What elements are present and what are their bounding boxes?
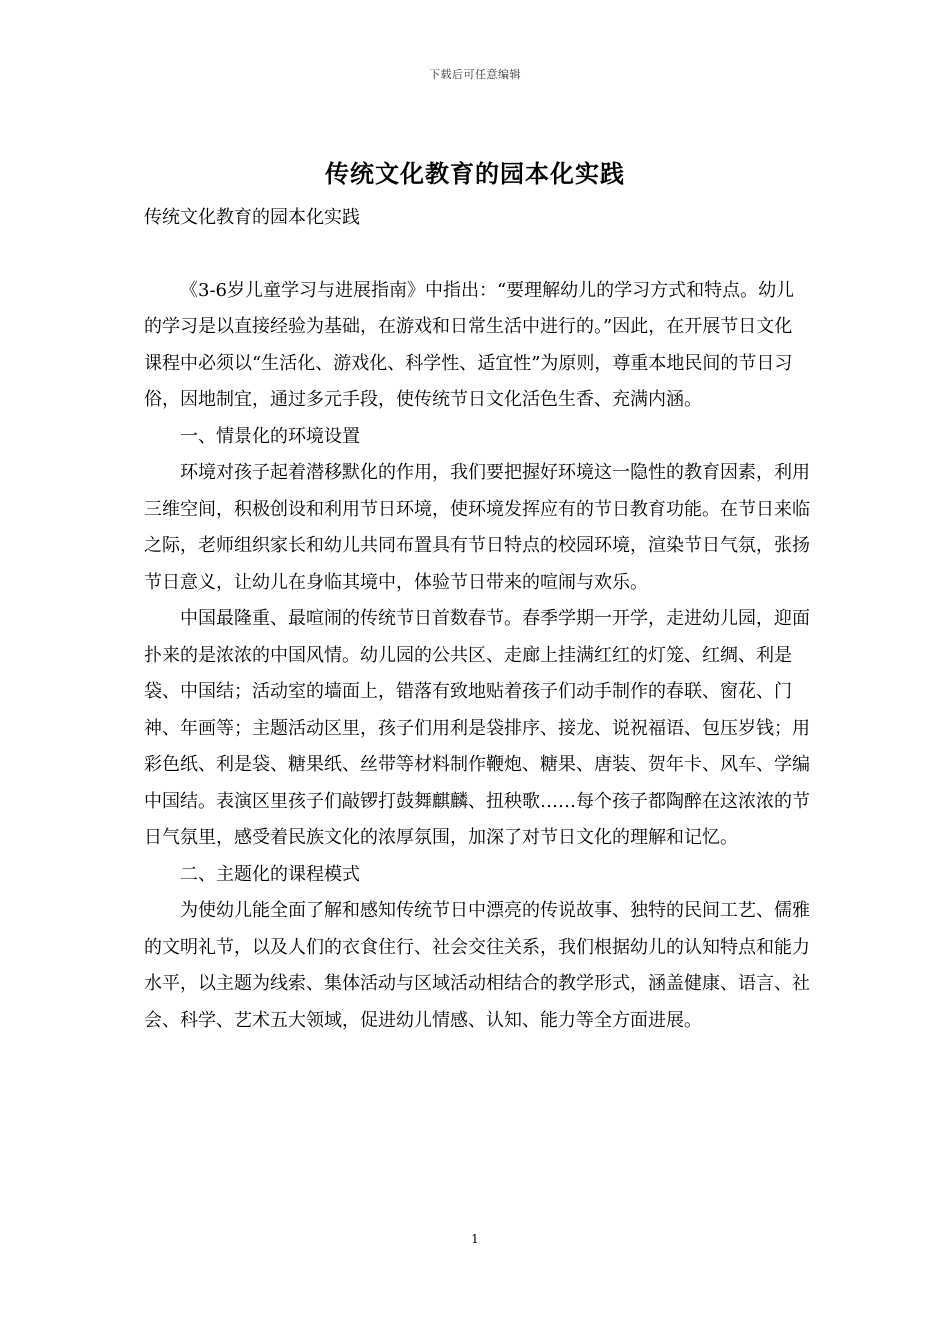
body-paragraph: 为使幼儿能全面了解和感知传统节日中漂亮的传说故事、独特的民间工艺、儒雅的文明礼节，以及人们的衣食住行、社会交往关系，我们根据幼儿的认知特点和能力水平，以主题为线索、集体活动与区域活动相结合的教学形式，涵盖健康、语言、社会、科学、艺术五大领域，促进幼儿情感、认知、能力等全方面进展。: [144, 900, 810, 1031]
page-number: 1: [471, 1232, 479, 1246]
section-heading-2: 二、主题化的课程模式: [180, 863, 360, 885]
header-note: 下载后可任意编辑: [429, 68, 521, 81]
body-paragraph: 中国最隆重、最喧闹的传统节日首数春节。春季学期一开学，走进幼儿园，迎面扑来的是浓浓的中国风情。幼儿园的公共区、走廊上挂满红红的灯笼、红绸、利是袋、中国结；活动室的墙面上，错落有致地贴着孩子们动手制作的春联、窗花、门神、年画等；主题活动区里，孩子们用利是袋排序、接龙、说祝福语、包压岁钱；用彩色纸、利是袋、糖果纸、丝带等材料制作鞭炮、糖果、唐装、贺年卡、风车、学编中国结。表演区里孩子们敲锣打鼓舞麒麟、扭秧歌……每个孩子都陶醉在这浓浓的节日气氛里，感受着民族文化的浓厚氛围，加深了对节日文化的理解和记忆。: [144, 608, 810, 848]
section-heading-1: 一、情景化的环境设置: [180, 425, 360, 447]
body-paragraph: 环境对孩子起着潜移默化的作用，我们要把握好环境这一隐性的教育因素，利用三维空间，积极创设和利用节日环境，使环境发挥应有的节日教育功能。在节日来临之际，老师组织家长和幼儿共同布置具有节日特点的校园环境，渲染节日气氛，张扬节日意义，让幼儿在身临其境中，体验节日带来的喧闹与欢乐。: [144, 462, 810, 593]
document-subtitle: 传统文化教育的园本化实践: [144, 207, 360, 228]
document-body: [144, 200, 810, 1039]
intro-paragraph: 《3-6岁儿童学习与进展指南》中指出：“要理解幼儿的学习方式和特点。幼儿的学习是以直接经验为基础，在游戏和日常生活中进行的。”因此，在开展节日文化课程中必须以“生活化、游戏化、科学性、适宜性”为原则，尊重本地民间的节日习俗，因地制宜，通过多元手段，使传统节日文化活色生香、充满内涵。: [144, 279, 795, 410]
document-title: 传统文化教育的园本化实践: [325, 159, 625, 188]
